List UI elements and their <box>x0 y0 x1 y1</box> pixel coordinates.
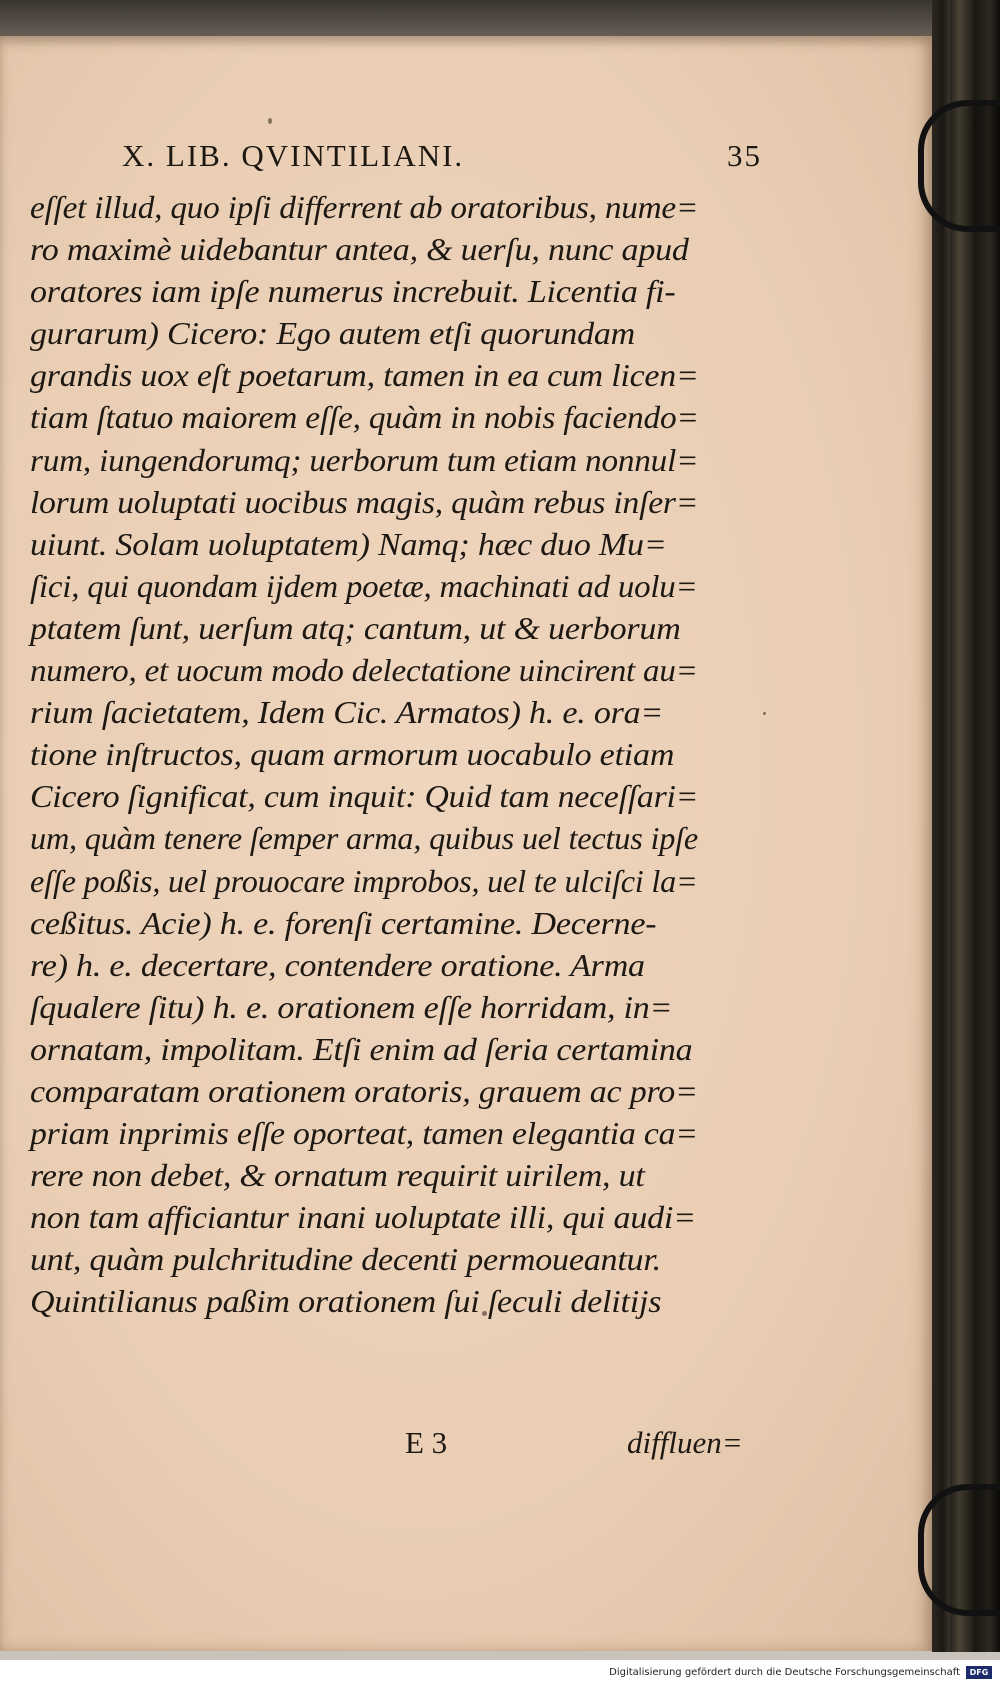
text-line: gurarum) Cicero: Ego autem etſi quorundam <box>30 316 636 352</box>
text-line: ro maximè uidebantur antea, & uerſu, nunc apud <box>30 232 689 268</box>
text-line: grandis uox eſt poetarum, tamen in ea cum licen= <box>30 358 699 394</box>
footer-credit: Digitalisierung gefördert durch die Deutsche Forschungsgemeinschaft <box>609 1667 960 1678</box>
text-line: ſici, qui quondam ijdem poetæ, machinati ad uolu= <box>30 568 698 604</box>
footer-bar <box>0 1660 1000 1688</box>
text-line: unt, quàm pulchritudine decenti permoueantur. <box>30 1242 661 1278</box>
paper-speck <box>268 118 272 124</box>
text-line: tione inſtructos, quam armorum uocabulo etiam <box>30 737 675 773</box>
text-line: Quintilianus paßim orationem ſui ſeculi delitijs <box>30 1284 662 1320</box>
top-shadow <box>0 0 1000 40</box>
text-line: ſqualere ſitu) h. e. orationem eſſe horridam, in= <box>30 989 673 1025</box>
clasp-icon <box>918 100 1000 232</box>
signature-mark: E 3 <box>405 1425 448 1460</box>
book-edge <box>950 0 974 1652</box>
text-line: rere non debet, & ornatum requirit uirilem, ut <box>30 1158 645 1194</box>
text-line: rium ſacietatem, Idem Cic. Armatos) h. e. ora= <box>30 695 664 731</box>
text-line: eſſet illud, quo ipſi differrent ab oratoribus, nume= <box>30 190 699 225</box>
body-text <box>30 187 750 1324</box>
text-line: priam inprimis eſſe oporteat, tamen elegantia ca= <box>30 1116 698 1152</box>
book-edge <box>932 0 950 1652</box>
running-head-title: X. LIB. QVINTILIANI. <box>122 138 465 173</box>
text-line: non tam afficiantur inani uoluptate illi, qui audi= <box>30 1200 696 1236</box>
text-line: tiam ſtatuo maiorem eſſe, quàm in nobis faciendo= <box>30 400 699 436</box>
text-line: um, quàm tenere ſemper arma, quibus uel tectus ipſe <box>30 821 699 857</box>
text-line: ptatem ſunt, uerſum atq; cantum, ut & uerborum <box>30 610 681 646</box>
text-line: ceßitus. Acie) h. e. forenſi certamine. Decerne- <box>30 905 657 941</box>
text-line: eſſe poßis, uel prouocare improbos, uel te ulciſci la= <box>30 863 698 899</box>
catch-line <box>0 1425 932 1465</box>
text-line: re) h. e. decertare, contendere oratione. Arma <box>30 947 645 983</box>
text-line: oratores iam ipſe numerus increbuit. Licentia fi- <box>30 274 676 310</box>
running-head <box>122 138 762 174</box>
dfg-logo: DFG <box>966 1666 992 1679</box>
catchword: diffluen= <box>627 1425 743 1460</box>
text-line: comparatam orationem oratoris, grauem ac pro= <box>30 1073 698 1109</box>
text-line: ornatam, impolitam. Etſi enim ad ſeria certamina <box>30 1031 693 1067</box>
text-line: Cicero ſignificat, cum inquit: Quid tam neceſſari= <box>30 779 699 815</box>
text-line: rum, iungendorumq; uerborum tum etiam nonnul= <box>30 442 699 478</box>
book-edge <box>974 0 1000 1652</box>
page-number: 35 <box>727 138 762 173</box>
text-line: numero, et uocum modo delectatione uincirent au= <box>30 653 698 689</box>
text-line: uiunt. Solam uoluptatem) Namq; hæc duo Mu= <box>30 526 667 562</box>
clasp-icon <box>918 1484 1000 1616</box>
text-line: lorum uoluptati uocibus magis, quàm rebus inſer= <box>30 484 699 520</box>
